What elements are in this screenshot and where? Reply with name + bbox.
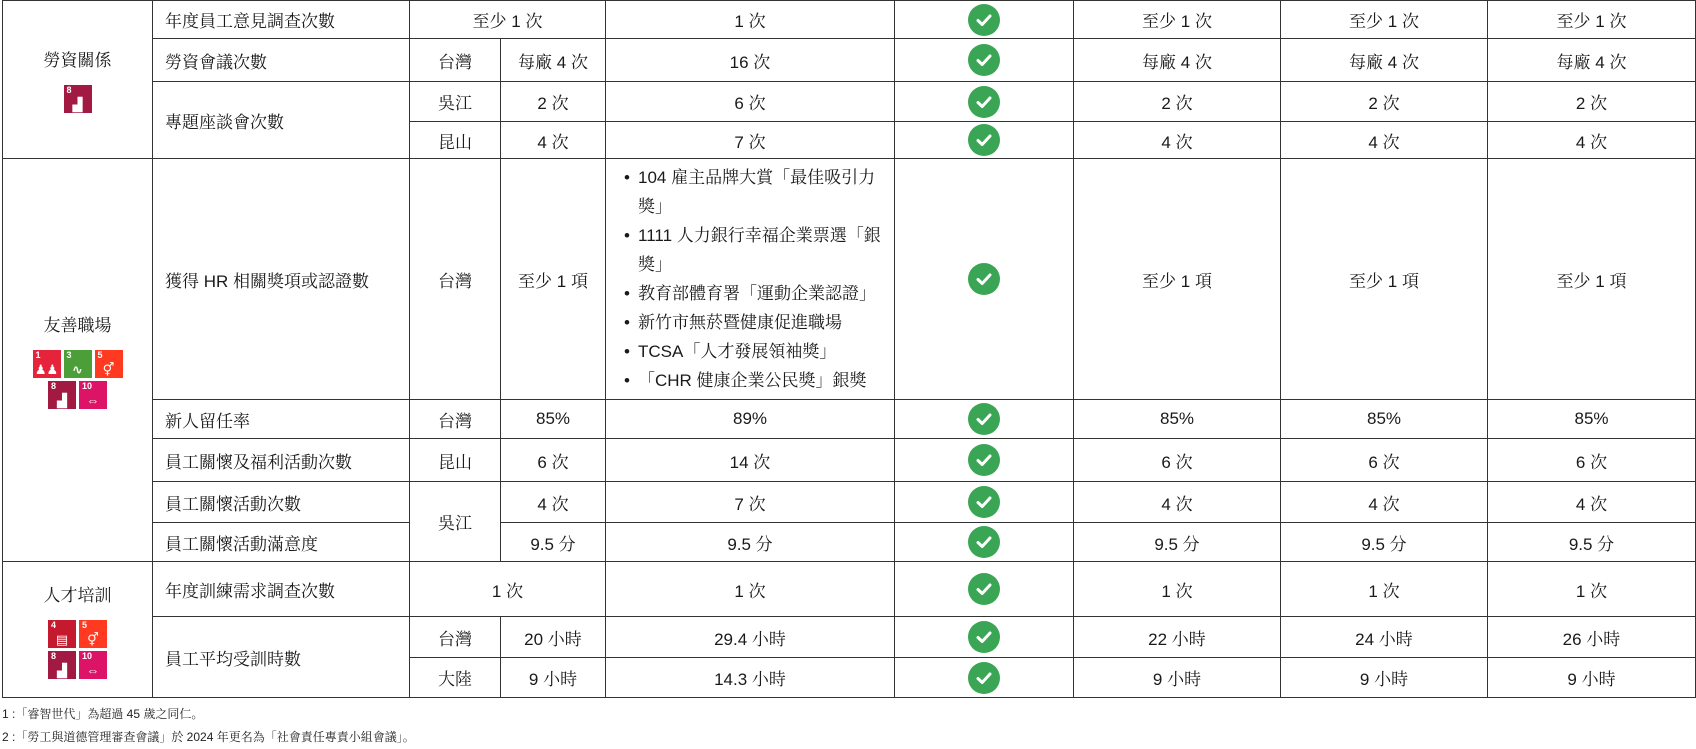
check-circle-icon (968, 526, 1000, 558)
table-row (3, 617, 1696, 658)
check-circle-icon (968, 263, 1000, 295)
target-value: 4 次 (501, 122, 606, 159)
kpi-table (2, 0, 1696, 698)
actual-value: 89% (606, 400, 895, 439)
status-cell (895, 658, 1074, 698)
check-circle-icon (968, 444, 1000, 476)
target-value: 1 次 (410, 562, 606, 617)
table-row (3, 523, 1696, 562)
check-circle-icon (968, 4, 1000, 36)
list-item: • TCSA「人才發展領袖獎」 (624, 337, 884, 366)
target-value: 2 次 (501, 82, 606, 122)
metric-label: 年度員工意見調查次數 (153, 1, 410, 39)
status-cell (895, 562, 1074, 617)
year-target-1: 2 次 (1074, 82, 1281, 122)
year-target-1: 9.5 分 (1074, 523, 1281, 562)
year-target-2: 9 小時 (1281, 658, 1488, 698)
year-target-3: 9.5 分 (1488, 523, 1696, 562)
year-target-3: 每廠 4 次 (1488, 39, 1696, 82)
check-circle-icon (968, 573, 1000, 605)
target-value: 9.5 分 (501, 523, 606, 562)
check-circle-icon (968, 86, 1000, 118)
status-cell (895, 1, 1074, 39)
category-labor-relations (3, 1, 153, 159)
footnote-2: 2 :「勞工與道德管理審查會議」於 2024 年更名為「社會責任專責小組會議」。 (2, 730, 415, 744)
year-target-1: 9 小時 (1074, 658, 1281, 698)
check-circle-icon (968, 124, 1000, 156)
target-value: 20 小時 (501, 617, 606, 658)
table-row (3, 439, 1696, 482)
year-target-1: 22 小時 (1074, 617, 1281, 658)
actual-value: 14 次 (606, 439, 895, 482)
year-target-1: 1 次 (1074, 562, 1281, 617)
sdg-10-icon: 10 ⇔ (79, 381, 107, 409)
sdg-8-icon: 8 ▟ (48, 381, 76, 409)
status-cell (895, 39, 1074, 82)
year-target-3: 至少 1 次 (1488, 1, 1696, 39)
year-target-1: 至少 1 次 (1074, 1, 1281, 39)
footnotes (2, 703, 415, 749)
target-value: 每廠 4 次 (501, 39, 606, 82)
year-target-1: 85% (1074, 400, 1281, 439)
category-talent-training (3, 562, 153, 698)
region-label: 台灣 (410, 159, 501, 400)
year-target-2: 9.5 分 (1281, 523, 1488, 562)
metric-label: 新人留任率 (153, 400, 410, 439)
region-label: 吳江 (410, 82, 501, 122)
sdg-5-icon: 5 ⚥ (79, 620, 107, 648)
region-label: 大陸 (410, 658, 501, 698)
table-row (3, 82, 1696, 122)
sdg-icons (3, 350, 152, 409)
actual-value: 7 次 (606, 482, 895, 523)
actual-value: 1 次 (606, 1, 895, 39)
target-value: 至少 1 項 (501, 159, 606, 400)
check-circle-icon (968, 403, 1000, 435)
year-target-3: 至少 1 項 (1488, 159, 1696, 400)
region-label: 台灣 (410, 400, 501, 439)
sdg-8-icon: 8 ▟ (48, 651, 76, 679)
sdg-4-icon: 4 ▤ (48, 620, 76, 648)
year-target-2: 至少 1 項 (1281, 159, 1488, 400)
check-circle-icon (968, 486, 1000, 518)
year-target-2: 4 次 (1281, 122, 1488, 159)
sdg-icons (3, 620, 152, 679)
table-row (3, 562, 1696, 617)
year-target-3: 6 次 (1488, 439, 1696, 482)
target-value: 6 次 (501, 439, 606, 482)
list-item: • 教育部體育署「運動企業認證」 (624, 279, 884, 308)
actual-value: 7 次 (606, 122, 895, 159)
year-target-1: 4 次 (1074, 122, 1281, 159)
award-list (606, 159, 894, 399)
actual-value: 6 次 (606, 82, 895, 122)
region-label: 台灣 (410, 39, 501, 82)
table-row (3, 159, 1696, 400)
category-title: 勞資關係 (43, 51, 112, 70)
check-circle-icon (968, 662, 1000, 694)
list-item: • 104 雇主品牌大賞「最佳吸引力獎」 (624, 163, 884, 221)
year-target-2: 2 次 (1281, 82, 1488, 122)
actual-value: 16 次 (606, 39, 895, 82)
actual-value: 14.3 小時 (606, 658, 895, 698)
category-title: 人才培訓 (43, 585, 112, 605)
sdg-10-icon: 10 ⇔ (79, 651, 107, 679)
sdg-1-icon: 1 ♟♟ (33, 350, 61, 378)
category-title: 友善職場 (43, 316, 112, 335)
year-target-2: 每廠 4 次 (1281, 39, 1488, 82)
year-target-1: 每廠 4 次 (1074, 39, 1281, 82)
category-friendly-workplace (3, 159, 153, 562)
sdg-5-icon: 5 ⚥ (95, 350, 123, 378)
year-target-2: 至少 1 次 (1281, 1, 1488, 39)
actual-value: 9.5 分 (606, 523, 895, 562)
year-target-3: 9 小時 (1488, 658, 1696, 698)
status-cell (895, 439, 1074, 482)
year-target-2: 6 次 (1281, 439, 1488, 482)
metric-label: 員工平均受訓時數 (153, 617, 410, 698)
target-value: 至少 1 次 (410, 1, 606, 39)
list-item: • 1111 人力銀行幸福企業票選「銀獎」 (624, 221, 884, 279)
target-value: 85% (501, 400, 606, 439)
actual-value: 1 次 (606, 562, 895, 617)
status-cell (895, 482, 1074, 523)
metric-label: 勞資會議次數 (153, 39, 410, 82)
region-label: 昆山 (410, 439, 501, 482)
status-cell (895, 159, 1074, 400)
target-value: 9 小時 (501, 658, 606, 698)
metric-label: 年度訓練需求調查次數 (153, 562, 410, 617)
metric-label: 員工關懷及福利活動次數 (153, 439, 410, 482)
year-target-1: 6 次 (1074, 439, 1281, 482)
metric-label: 專題座談會次數 (153, 82, 410, 159)
target-value: 4 次 (501, 482, 606, 523)
status-cell (895, 617, 1074, 658)
table-row (3, 400, 1696, 439)
year-target-3: 26 小時 (1488, 617, 1696, 658)
table-row (3, 1, 1696, 39)
region-label: 昆山 (410, 122, 501, 159)
metric-label: 員工關懷活動滿意度 (153, 523, 410, 562)
status-cell (895, 523, 1074, 562)
footnote-1: 1 :「睿智世代」為超過 45 歲之同仁。 (2, 707, 204, 721)
status-cell (895, 400, 1074, 439)
list-item: • 「CHR 健康企業公民獎」銀獎 (624, 366, 884, 395)
year-target-3: 4 次 (1488, 482, 1696, 523)
region-label: 吳江 (410, 482, 501, 562)
year-target-3: 2 次 (1488, 82, 1696, 122)
table-row (3, 482, 1696, 523)
region-label: 台灣 (410, 617, 501, 658)
status-cell (895, 122, 1074, 159)
status-cell (895, 82, 1074, 122)
year-target-1: 4 次 (1074, 482, 1281, 523)
metric-label: 員工關懷活動次數 (153, 482, 410, 523)
year-target-2: 4 次 (1281, 482, 1488, 523)
actual-value: 29.4 小時 (606, 617, 895, 658)
year-target-2: 1 次 (1281, 562, 1488, 617)
year-target-3: 85% (1488, 400, 1696, 439)
table-row (3, 39, 1696, 82)
sdg-8-icon: 8 ▟ (64, 85, 92, 113)
year-target-3: 1 次 (1488, 562, 1696, 617)
year-target-2: 24 小時 (1281, 617, 1488, 658)
year-target-3: 4 次 (1488, 122, 1696, 159)
award-list-cell (606, 159, 895, 400)
check-circle-icon (968, 44, 1000, 76)
sdg-icons (3, 85, 152, 113)
year-target-1: 至少 1 項 (1074, 159, 1281, 400)
list-item: • 新竹市無菸暨健康促進職場 (624, 308, 884, 337)
metric-label: 獲得 HR 相關獎項或認證數 (153, 159, 410, 400)
sdg-3-icon: 3 ∿ (64, 350, 92, 378)
year-target-2: 85% (1281, 400, 1488, 439)
check-circle-icon (968, 621, 1000, 653)
